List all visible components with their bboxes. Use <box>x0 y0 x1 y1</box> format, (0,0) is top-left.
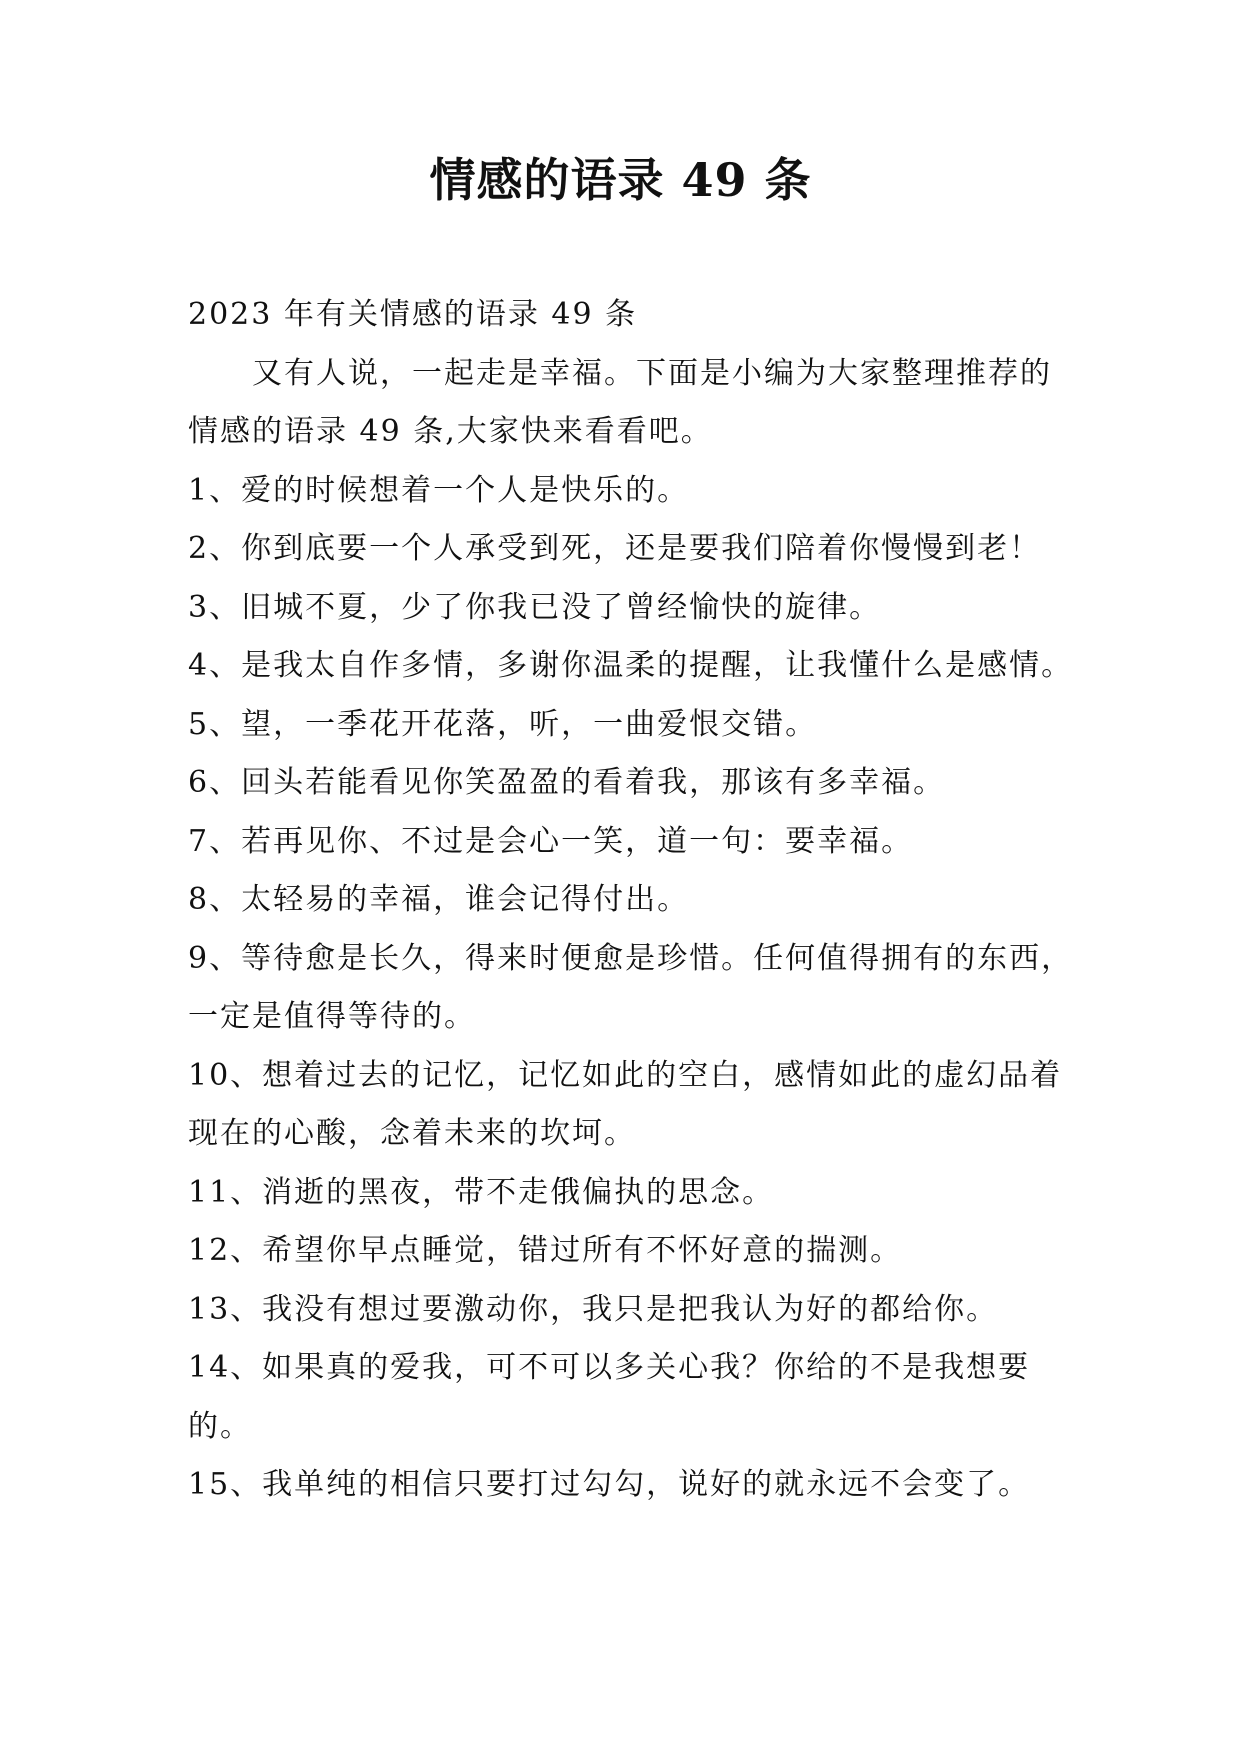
intro-paragraph: 又有人说，一起走是幸福。下面是小编为大家整理推荐的情感的语录 49 条,大家快来看看吧。 <box>188 355 1052 449</box>
quote-item-3: 3、旧城不夏，少了你我已没了曾经愉快的旋律。 <box>188 589 882 625</box>
quote-item-2: 2、你到底要一个人承受到死，还是要我们陪着你慢慢到老！ <box>188 531 1042 566</box>
document-title: 情感的语录 49 条 <box>429 153 812 207</box>
document-body <box>188 286 1078 1515</box>
quote-item-13: 13、我没有想过要激动你，我只是把我认为好的都给你。 <box>188 1291 999 1327</box>
quote-item-11: 11、消逝的黑夜，带不走俄偏执的思念。 <box>188 1174 775 1210</box>
quote-item-8: 8、太轻易的幸福，谁会记得付出。 <box>188 882 690 917</box>
quote-item-9: 9、等待愈是长久，得来时便愈是珍惜。任何值得拥有的东西，一定是值得等待的。 <box>188 940 1074 1034</box>
quote-item-4: 4、是我太自作多情，多谢你温柔的提醒，让我懂什么是感情。 <box>188 648 1074 683</box>
quote-item-7: 7、若再见你、不过是会心一笑，道一句：要幸福。 <box>188 823 914 859</box>
quote-item-15: 15、我单纯的相信只要打过勾勾，说好的就永远不会变了。 <box>188 1467 1031 1502</box>
quote-item-6: 6、回头若能看见你笑盈盈的看着我，那该有多幸福。 <box>188 765 946 800</box>
quote-item-12: 12、希望你早点睡觉，错过所有不怀好意的揣测。 <box>188 1233 903 1268</box>
quote-item-5: 5、望，一季花开花落，听，一曲爱恨交错。 <box>188 706 818 742</box>
quote-item-10: 10、想着过去的记忆，记忆如此的空白，感情如此的虚幻品着现在的心酸，念着未来的坎坷。 <box>188 1057 1063 1151</box>
quote-item-14: 14、如果真的爱我，可不可以多关心我？你给的不是我想要的。 <box>188 1350 1031 1444</box>
document-subtitle: 2023 年有关情感的语录 49 条 <box>188 297 638 332</box>
quote-item-1: 1、爱的时候想着一个人是快乐的。 <box>188 472 690 508</box>
